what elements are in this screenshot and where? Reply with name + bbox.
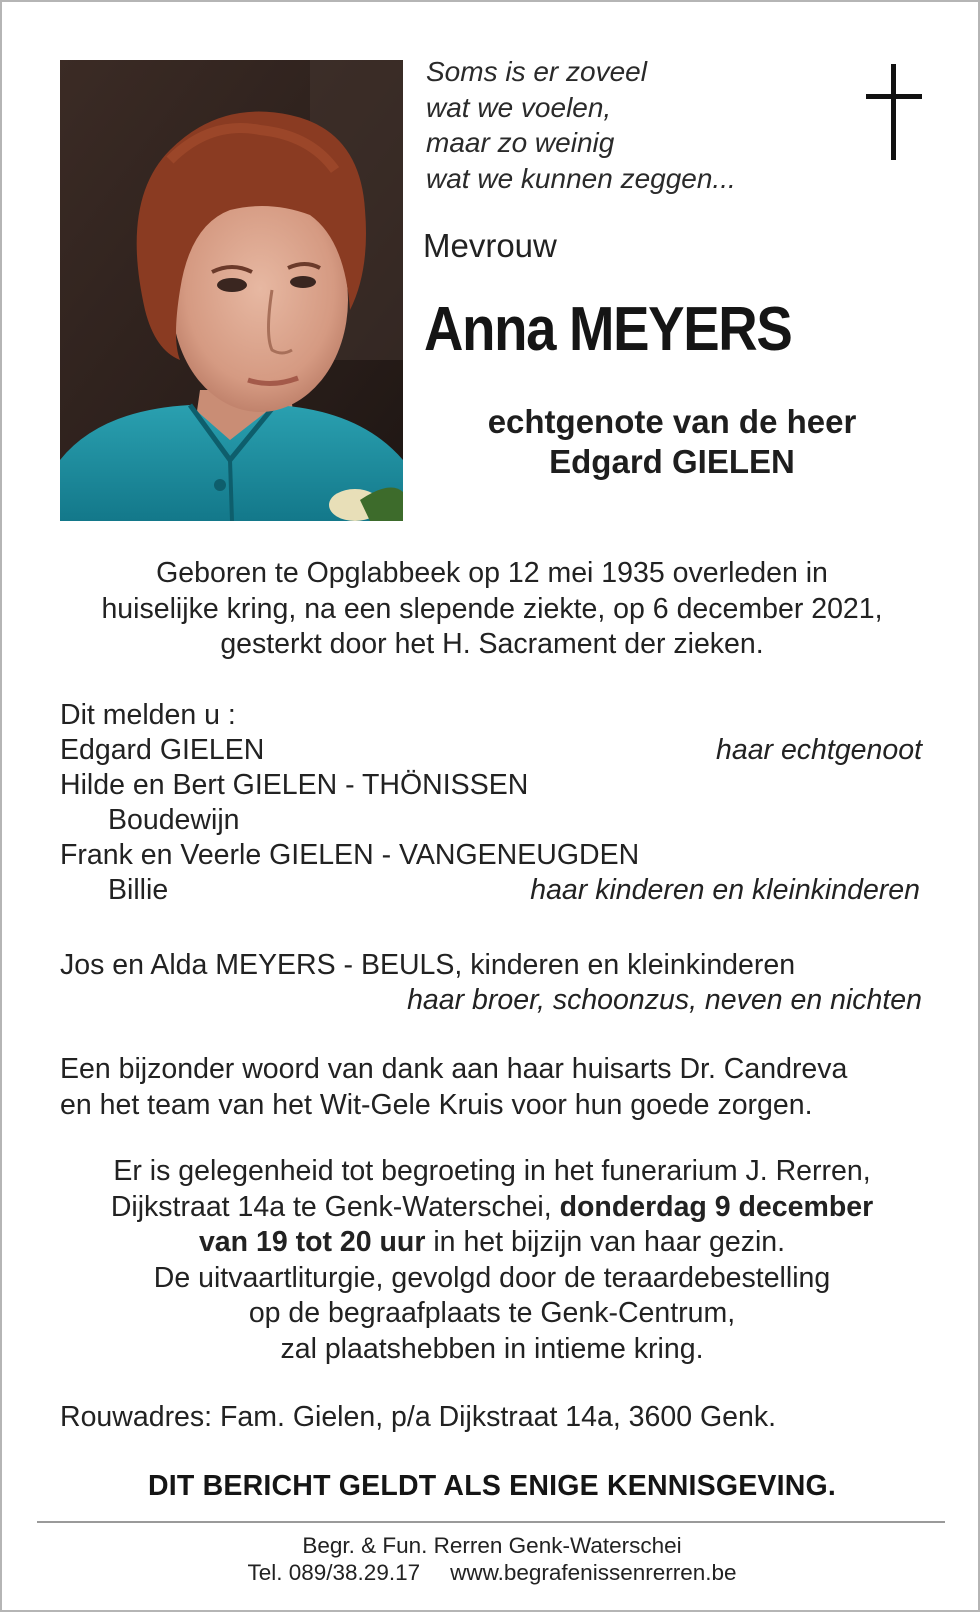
family-relation: haar kinderen en kleinkinderen <box>530 874 920 906</box>
visitation-note: in het bijzijn van haar gezin. <box>425 1226 786 1258</box>
family-intro-text: Dit melden u : <box>60 699 236 731</box>
family-member: Hilde en Bert GIELEN - THÖNISSEN <box>60 769 529 801</box>
family-list <box>60 698 922 908</box>
visitation-paragraph <box>42 1154 942 1367</box>
sibling-block <box>60 948 922 1018</box>
phone-number: Tel. 089/38.29.17 <box>247 1560 421 1585</box>
cross-icon <box>866 64 922 160</box>
family-relation: haar broer, schoonzus, neven en nichten <box>407 984 922 1016</box>
poem-line: wat we kunnen zeggen... <box>426 162 736 194</box>
family-member: Frank en Veerle GIELEN - VANGENEUGDEN <box>60 839 640 871</box>
family-member: Jos en Alda MEYERS - BEULS, kinderen en kleinkinderen <box>60 949 796 981</box>
poem-line: Soms is er zoveel <box>426 56 647 87</box>
thanks-paragraph <box>60 1052 930 1123</box>
family-row <box>60 873 922 908</box>
visitation-line: De uitvaartliturgie, gevolgd door de teraardebestelling <box>153 1261 831 1294</box>
notice-statement: DIT BERICHT GELDT ALS ENIGE KENNISGEVING. <box>147 1470 837 1502</box>
portrait-photo <box>60 60 403 521</box>
visitation-location: Dijkstraat 14a te Genk-Waterschei, <box>110 1190 560 1223</box>
footer-divider <box>37 1521 945 1523</box>
family-row <box>60 948 922 983</box>
footer <box>42 1532 942 1586</box>
family-row <box>60 733 922 768</box>
spouse-line: echtgenote van de heer <box>487 403 857 440</box>
mourning-address: Rouwadres: Fam. Gielen, p/a Dijkstraat 14a, 3600 Genk. <box>60 1401 777 1433</box>
family-member: Boudewijn <box>108 804 240 836</box>
funeral-company: Begr. & Fun. Rerren Genk-Waterschei <box>302 1533 682 1558</box>
visitation-date: donderdag 9 december <box>559 1190 874 1223</box>
visitation-line: Er is gelegenheid tot begroeting in het funerarium J. Rerren, <box>113 1155 871 1187</box>
visitation-time: van 19 tot 20 uur <box>198 1226 426 1258</box>
footer-contact <box>42 1559 942 1586</box>
birth-line: gesterkt door het H. Sacrament der zieken. <box>220 628 764 660</box>
family-intro <box>60 698 922 733</box>
family-row <box>60 983 922 1018</box>
deceased-name: Anna MEYERS <box>424 295 792 364</box>
birth-line: huiselijke kring, na een slepende ziekte, op 6 december 2021, <box>101 592 883 625</box>
family-relation: haar echtgenoot <box>716 734 922 766</box>
family-row <box>60 803 922 838</box>
birth-death-info <box>42 556 942 663</box>
family-row <box>60 838 922 873</box>
poem-line: maar zo weinig <box>426 127 615 158</box>
website-link[interactable]: www.begrafenissenrerren.be <box>450 1560 737 1585</box>
family-member: Edgard GIELEN <box>60 734 265 766</box>
family-member: Billie <box>108 874 169 906</box>
poem <box>426 54 736 196</box>
visitation-line: zal plaatshebben in intieme kring. <box>280 1332 704 1365</box>
thanks-line: en het team van het Wit-Gele Kruis voor hun goede zorgen. <box>60 1088 813 1121</box>
thanks-line: Een bijzonder woord van dank aan haar huisarts Dr. Candreva <box>60 1053 848 1085</box>
visitation-line <box>42 1190 942 1226</box>
family-row <box>60 768 922 803</box>
birth-line: Geboren te Opglabbeek op 12 mei 1935 overleden in <box>156 557 828 589</box>
visitation-line <box>42 1225 942 1261</box>
poem-line: wat we voelen, <box>426 91 612 123</box>
spouse-info <box>422 402 922 482</box>
title-prefix: Mevrouw <box>423 227 557 264</box>
visitation-line: op de begraafplaats te Genk-Centrum, <box>248 1297 736 1329</box>
spouse-name: Edgard GIELEN <box>549 443 795 480</box>
